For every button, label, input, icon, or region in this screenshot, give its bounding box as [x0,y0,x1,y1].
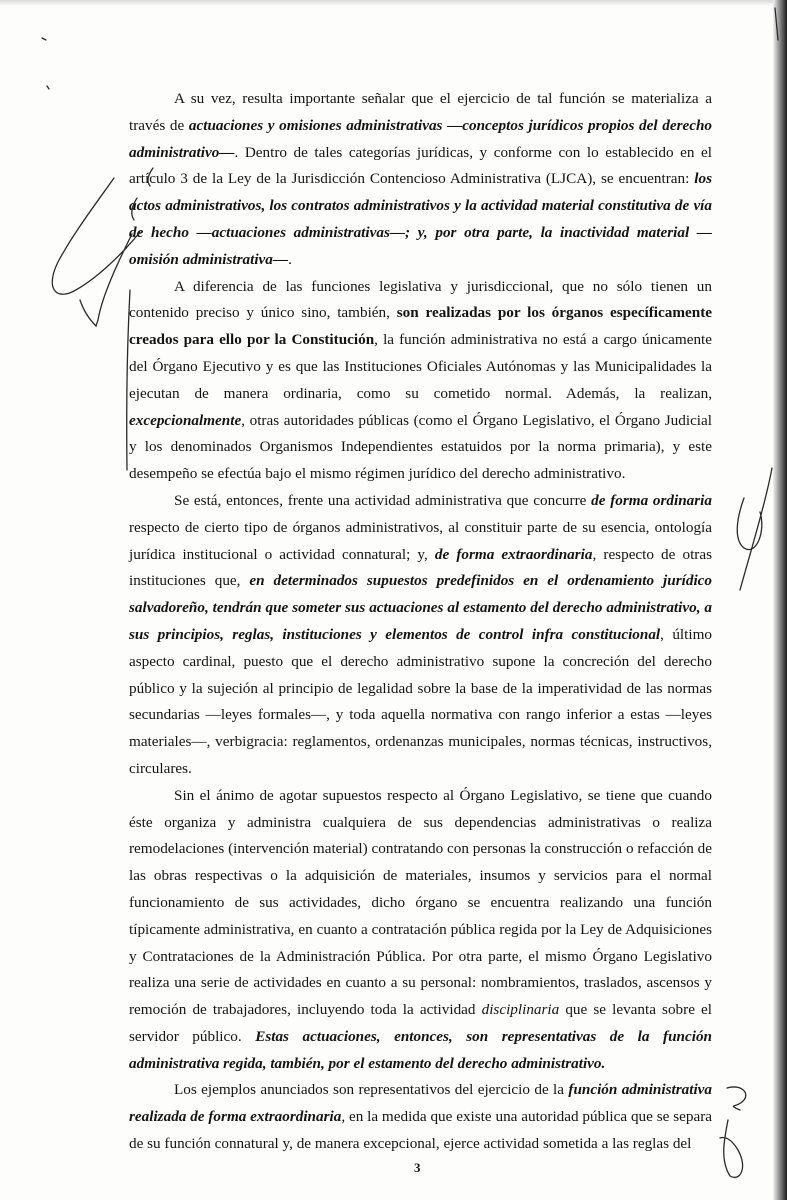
emphasized-text-segment: función administrativa realizada de forma extraordinaria [129,1081,713,1126]
text-segment: . Dentro de tales categorías jurídicas, y conforme con lo establecido en el artículo 3 de la Ley de la Jurisdicción Contencioso Administrativa (LJCA), se encuentran: [129,143,712,188]
emphasized-text-segment: en determinados supuestos predefinidos en el ordenamiento jurídico salvadoreño, tendrán que someter sus actuaciones al estamento del derecho administrativo, a sus principios, reglas, instituciones y elementos de control infra constitucional [129,572,712,643]
paragraph [129,783,712,1078]
emphasized-text-segment: Estas actuaciones, entonces, son representativas de la función administrativa regida, también, por el estamento del derecho administrativo. [129,1027,712,1072]
margin-initial-loop [737,498,762,550]
scan-speck-top-left [42,38,46,40]
bottom-initial-r [727,1087,746,1110]
bottom-initial-a [720,1120,743,1177]
emphasized-text-segment: los actos administrativos, los contratos administrativos y la actividad material constitutiva de vía de hecho —actuaciones administrativas—; y, por otra parte, la inactividad material —omisión administrativa— [129,170,712,268]
text-segment: . [288,250,292,268]
text-segment: , la función administrativa no está a cargo únicamente del Órgano Ejecutivo y es que las Instituciones Oficiales Autónomas y las Municipalidades la ejecutan de manera ordinaria, como su cometido normal. Además, la realizan, [129,331,712,402]
margin-stroke-left [80,234,132,326]
margin-check-mark [52,178,140,294]
scan-shadow-right [773,0,787,1200]
text-segment: , otras autoridades públicas (como el Órgano Legislativo, el Órgano Judicial y los denominados Organismos Independientes estatuidos por la norma primaria), y este desempeño se efectúa bajo el mismo régimen jurídico del derecho administrativo. [129,411,712,483]
emphasized-text-segment: disciplinaria [481,1001,560,1019]
emphasized-text-segment: actuaciones y omisiones administrativas —conceptos jurídicos propios del derecho administrativo— [129,116,713,161]
emphasized-text-segment: excepcionalmente [129,411,242,429]
text-segment: Sin el ánimo de agotar supuestos respecto al Órgano Legislativo, se tiene que cuando éste organiza y administra cualquiera de sus dependencias administrativas o realiza remodelaciones (intervención material) contratando con personas la construcción o refacción de las obras respectivas o la adquisición de materiales, insumos y servicios para el normal funcionamiento de sus actividades, dicho órgano se encuentra realizando una función típicamente administrativa, en cuanto a contratación pública regida por la Ley de Adquisiciones y Contrataciones de la Administración Pública. Por otra parte, el mismo Órgano Legislativo realiza una serie de actividades en cuanto a su personal: nombramientos, traslados, ascensos y remoción de trabajadores, incluyendo toda la actividad [129,786,712,1019]
emphasized-text-segment: de forma ordinaria [591,491,712,509]
paragraph [129,86,712,274]
text-segment: Se está, entonces, frente una actividad administrativa que concurre [174,491,592,509]
text-segment: , en la medida que existe una autoridad pública que se separa de su función connatural y, de manera excepcional, ejerce actividad sometida a las reglas del [129,1108,712,1153]
document-body [129,86,712,1158]
text-segment: , último aspecto cardinal, puesto que el derecho administrativo supone la concreción del derecho público y la sujeción al principio de legalidad sobre la base de la imperatividad de las normas secundarias —leyes formales—, y toda aquella normativa con rango inferior a estas —leyes materiales—, verbigracia: reglamentos, ordenanzas municipales, normas técnicas, instructivos, circulares. [129,625,712,777]
emphasized-text-segment: son realizadas por los órganos específicamente creados para ello por la Constitución [129,304,712,349]
margin-initial-stroke [740,468,772,590]
emphasized-text-segment: de forma extraordinaria [434,545,593,563]
text-segment: A diferencia de las funciones legislativa y jurisdiccional, que no sólo tienen un contenido preciso y único sino, también, [129,277,712,322]
scan-speck-left [47,86,49,89]
text-segment: que se levanta sobre el servidor público. [129,1001,712,1045]
paragraph [129,488,712,783]
text-segment: Los ejemplos anunciados son representativos del ejercicio de la [174,1081,569,1099]
text-segment: respecto de cierto tipo de órganos administrativos, al constituir parte de su esencia, ontología jurídica institucional o actividad connatural; y, [129,518,712,563]
text-segment: A su vez, resulta importante señalar que el ejercicio de tal función se materializa a través de [129,90,712,134]
paragraph [129,1077,712,1157]
page-number: 3 [414,1160,421,1175]
text-segment: , respecto de otras instituciones que, [129,545,712,590]
scan-shadow-top [0,0,787,6]
paragraph [129,274,712,488]
